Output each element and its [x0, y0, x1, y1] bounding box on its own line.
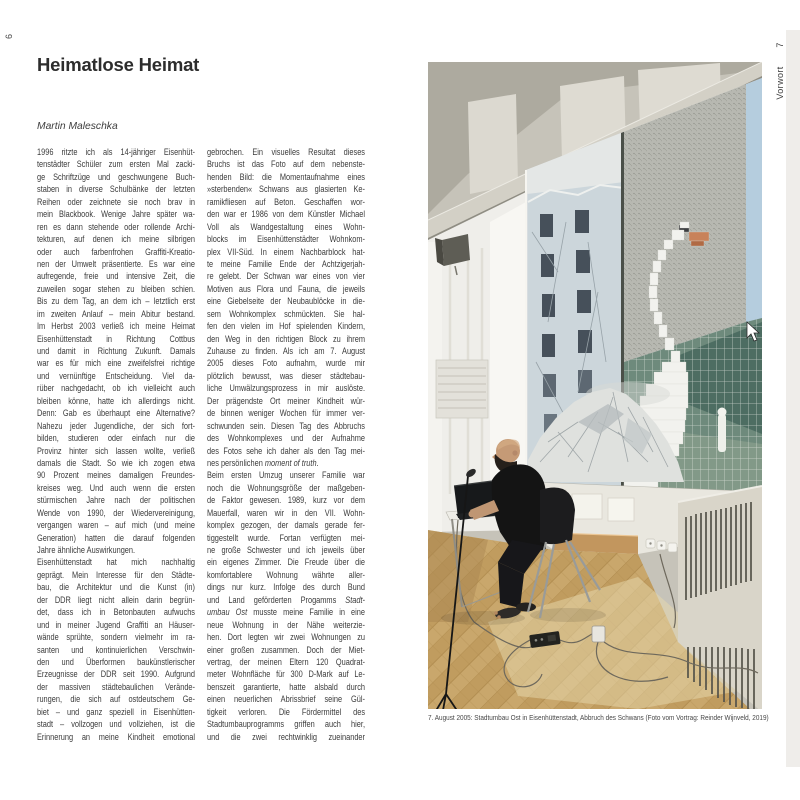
body-text-line: Erzeugnisse der DDR seit 1990. Aufgrund	[37, 669, 196, 680]
body-text-line: de binnen weniger Wochen für immer ver-	[207, 408, 366, 419]
body-text-line: staben in diverse Schulbänke der letzten	[37, 184, 196, 195]
body-text-line: ren es dann stehende oder rollende Archi-	[37, 221, 196, 232]
body-text-line: und vernünftige Entscheidung. Viel da-	[37, 370, 196, 381]
body-text-line: einen neuerlichen Abrissbrief seine Gül-	[207, 694, 366, 705]
body-text-line: rungen, die sich auf ostdeutschem Ge-	[37, 694, 196, 705]
body-text-line: 90 Prozent meines damaligen Freundes-	[37, 470, 196, 481]
body-text-line: Der prägendste Ort meiner Kindheit wür-	[207, 395, 366, 406]
photo-caption: 7. August 2005: Stadtumbau Ost in Eisenhüttenstadt, Abbruch des Schwans (Foto vom Vortrag: Reinder Wijnveld, 2019)	[428, 713, 769, 722]
body-text-line: Beim ersten Umzug unserer Familie war	[207, 470, 366, 481]
body-text-line: bilden, studieren oder einfach nur die	[37, 433, 196, 444]
body-text-line: kreises weg. Und auch wenn die ersten	[37, 482, 196, 493]
body-text-line: plötzlich bewusst, was dieser städtebau-	[207, 370, 366, 381]
body-text-line: vertrag, der meinen Eltern 120 Quadrat-	[207, 656, 366, 667]
body-text-line: Voll als Wandgestaltung eines Wohn-	[207, 221, 366, 232]
body-text-line: ein eigenes Zimmer. Die Freude über die	[207, 557, 366, 568]
body-text-line: stadt – vollzogen und vollziehen, ist die	[37, 719, 196, 730]
body-text-line: Provinz hinter sich lassen wollte, verließ	[37, 445, 196, 456]
body-text-line: geprägt. Mein Interesse für den Städte-	[37, 569, 196, 580]
projected-lamp	[718, 414, 726, 452]
body-text-line: war es für mich eine zweifelsfrei richtige	[37, 358, 196, 369]
power-adapter	[592, 626, 605, 642]
body-text-line: dings nur kurz. Infolge des durch Bund	[207, 582, 366, 593]
section-tab	[775, 42, 785, 100]
body-text-line: te meine Familie Ende der Achtzigerjah-	[207, 258, 366, 269]
body-text-line: santen und kontinuierlichen Verschwin-	[37, 644, 196, 655]
body-text-line: stürmischen Jahre nach der politischen	[37, 495, 196, 506]
body-text-line: Eisenhüttenstadt hat mich nachhaltig	[37, 557, 196, 568]
body-text-line: Mauerfall, waren wir in den VII. Wohn-	[207, 507, 366, 518]
text-column-2	[207, 146, 365, 743]
lecture-photo	[428, 62, 762, 709]
body-text-line: und damit in Richtung Zukunft. Damals	[37, 346, 196, 356]
body-text-line: oder auch farbenfrohen Graffiti-Kreatio-	[37, 246, 196, 257]
body-text-line: 2005 dieses Foto aufnahm, wurde mir	[207, 358, 366, 369]
body-text-line: damals die Stadt. So wie ich zogen etwa	[37, 457, 196, 468]
section-tab-band	[786, 30, 800, 767]
body-text-line: vergangen waren – auf mich (und meine	[37, 520, 196, 531]
body-text-line: Motiven aus Flora und Fauna, die jeweils	[207, 283, 366, 294]
body-text-line: Reihen oder zeichnete sie noch brav in	[37, 196, 196, 207]
body-text-line: ramikfliesen auf Beton. Geschaffen wor-	[207, 196, 366, 207]
body-text-line: Jahre ähnliche Auswirkungen.	[37, 545, 136, 555]
body-text-line: noch die Wohnungsgröße der maßgeben-	[207, 482, 366, 493]
body-text-line: tigkeit verloren. Die Fördermittel des	[207, 706, 366, 717]
body-text-line: mein Blackbook. Wenige Jahre später wa-	[37, 209, 196, 220]
body-text-line: hen. Dort legten wir zwei Wohnungen zu	[207, 632, 366, 643]
body-text-line: schwunden sein. Diesen Tag des Abbruchs	[207, 420, 366, 431]
body-text-line: meter Wohnfläche für 300 D-Mark auf Le-	[207, 669, 366, 680]
body-text-line: ne große Schwester und ich jeweils über	[207, 545, 366, 555]
body-text-line: bau, die Architektur und die Kunst (in)	[37, 582, 196, 593]
body-text-line: komplex gezogen, der damals gerade fer-	[207, 520, 366, 531]
body-text-line: eine Giebelseite der Neubaublöcke in die-	[207, 296, 366, 307]
body-text-line: sem Wohnkomplex schmückten. Sie hal-	[207, 308, 366, 319]
body-text-line: und die zwei rechtwinklig zueinander	[207, 731, 366, 742]
body-text-line: und Land geförderten Progamms Stadt-	[207, 594, 366, 605]
page-number-left: 6	[4, 34, 14, 40]
body-text-line: benszeit garantierte, hatte alsbald durch	[207, 681, 366, 692]
body-text-line: det, dass ich in Betonbauten aufwuchs	[37, 607, 196, 618]
body-text-line: aufregende, freie und intensive Zeit, die	[37, 271, 196, 282]
page-number-right: 7	[775, 42, 785, 48]
body-text-line: de Faktor gewesen. 1989, kurz vor dem	[207, 495, 366, 506]
body-text-line: Erinnerung an meine Kindheit emotional	[37, 731, 196, 742]
body-text-line: einer großen zusammen. Doch der Miet-	[207, 644, 366, 655]
body-text-line: ge Schriftzüge und geschwungene Buch-	[37, 171, 196, 182]
body-text-line: den und Überformen baukünstlerischer	[37, 656, 196, 667]
author-name: Martin Maleschka	[37, 121, 118, 132]
left-radiator	[436, 360, 488, 418]
body-text-line: des Fotos sehe ich daher als den Tag mei-	[207, 445, 366, 456]
body-text-line: gebrochen. Ein visuelles Resultat dieses	[207, 147, 366, 157]
body-text-line: den war er 1986 von dem Künstler Michael	[207, 209, 366, 220]
body-text-line: Generation) hatten die darauf folgenden	[37, 532, 196, 543]
body-text-line: den Weg in den richtigen Block zu ihrem	[207, 333, 366, 344]
body-text-line: zuweilen sogar stehen zu bleiben schien.	[37, 283, 196, 294]
body-text-line: plex VII-Süd. In einem Nachbarblock hat-	[207, 246, 366, 257]
body-text-line: liche Umwälzungsprozess in mir auslöste.	[207, 383, 366, 394]
body-text-line: Stadtumbauprogramms griffen auch hier,	[207, 719, 366, 730]
body-text-line: umbau Ost musste meine Familie in eine	[207, 607, 366, 618]
body-text-line: neue Wohnung in der Nähe weiterzie-	[207, 619, 366, 630]
body-text-line: tenstädter Schüler zum ersten Mal zacki-	[37, 159, 196, 170]
clerestory-panel	[468, 94, 518, 194]
body-text-line: re gelebt. Der Schwan war eines von vier	[207, 271, 366, 282]
body-text-line: blocks im Eisenhüttenstädter Wohnkom-	[207, 234, 366, 245]
body-text-line: im zweiten Anlauf – mein Abitur bestand.	[37, 308, 196, 319]
body-text-line: Bruchs ist das Foto auf dem nebenste-	[207, 159, 366, 170]
body-text-line: fen den vielen im Hof spielenden Kindern,	[207, 321, 366, 332]
body-text-line: »sterbenden« Schwans aus glasierten Ke-	[207, 184, 366, 195]
body-text-line: rüber nachgedacht, ob ich vielleicht auch	[37, 383, 196, 394]
body-text-line: tiggestellt wurde. Fortan verfügten mei-	[207, 532, 366, 543]
body-text-line: tekturen, auf denen ich meine silbrigen	[37, 234, 196, 245]
body-text-line: der DDR liegt nicht allein darin begrün-	[37, 594, 196, 605]
text-column-1	[37, 146, 195, 743]
body-text-line: Zuhause zu finden. Als ich am 7. August	[207, 346, 366, 356]
body-text-line: bleiben könne, hatte ich allerdings nicht.	[37, 395, 196, 406]
body-text-line: nes persönlichen moment of truth.	[207, 457, 319, 468]
section-tab-label: Vorwort	[775, 66, 785, 100]
body-text-line: Bis zu dem Tag, an dem ich – letztlich erst	[37, 296, 196, 307]
body-text-line: und in meiner Jugend Graffiti an Häuser-	[37, 619, 196, 630]
body-text-line: Eisenhüttenstadt in Richtung Cottbus	[37, 333, 196, 344]
body-text-line: Im Herbst 2003 verließ ich meine Heimat	[37, 321, 196, 332]
body-text-line: wände sprühte, sondern vielmehr im ra-	[37, 632, 196, 643]
body-text-line: biet – und ganz speziell in Eisenhütten-	[37, 706, 196, 717]
body-text-line: des Wohnkomplexes und der Aufnahme	[207, 433, 366, 444]
body-text-line: komfortablere Wohnung währte aller-	[207, 569, 366, 580]
page-title: Heimatlose Heimat	[37, 54, 200, 75]
body-text-line: nen der Umwelt präsentierte. Es war eine	[37, 258, 196, 269]
body-text-line: Nahezu jeder Jugendliche, der sich fort-	[37, 420, 196, 431]
body-text-line: Wende von 1990, der Wiedervereinigung,	[37, 507, 196, 518]
body-text-line: der massiven städtebaulichen Verände-	[37, 681, 196, 692]
projected-sky	[744, 74, 762, 324]
body-text-line: Denn: Gab es überhaupt eine Alternative?	[37, 408, 196, 419]
body-text-line: 1996 ritzte ich als 14-jähriger Eisenhüt-	[37, 147, 196, 157]
body-text-line: henden Bild: die Momentaufnahme eines	[207, 171, 366, 182]
